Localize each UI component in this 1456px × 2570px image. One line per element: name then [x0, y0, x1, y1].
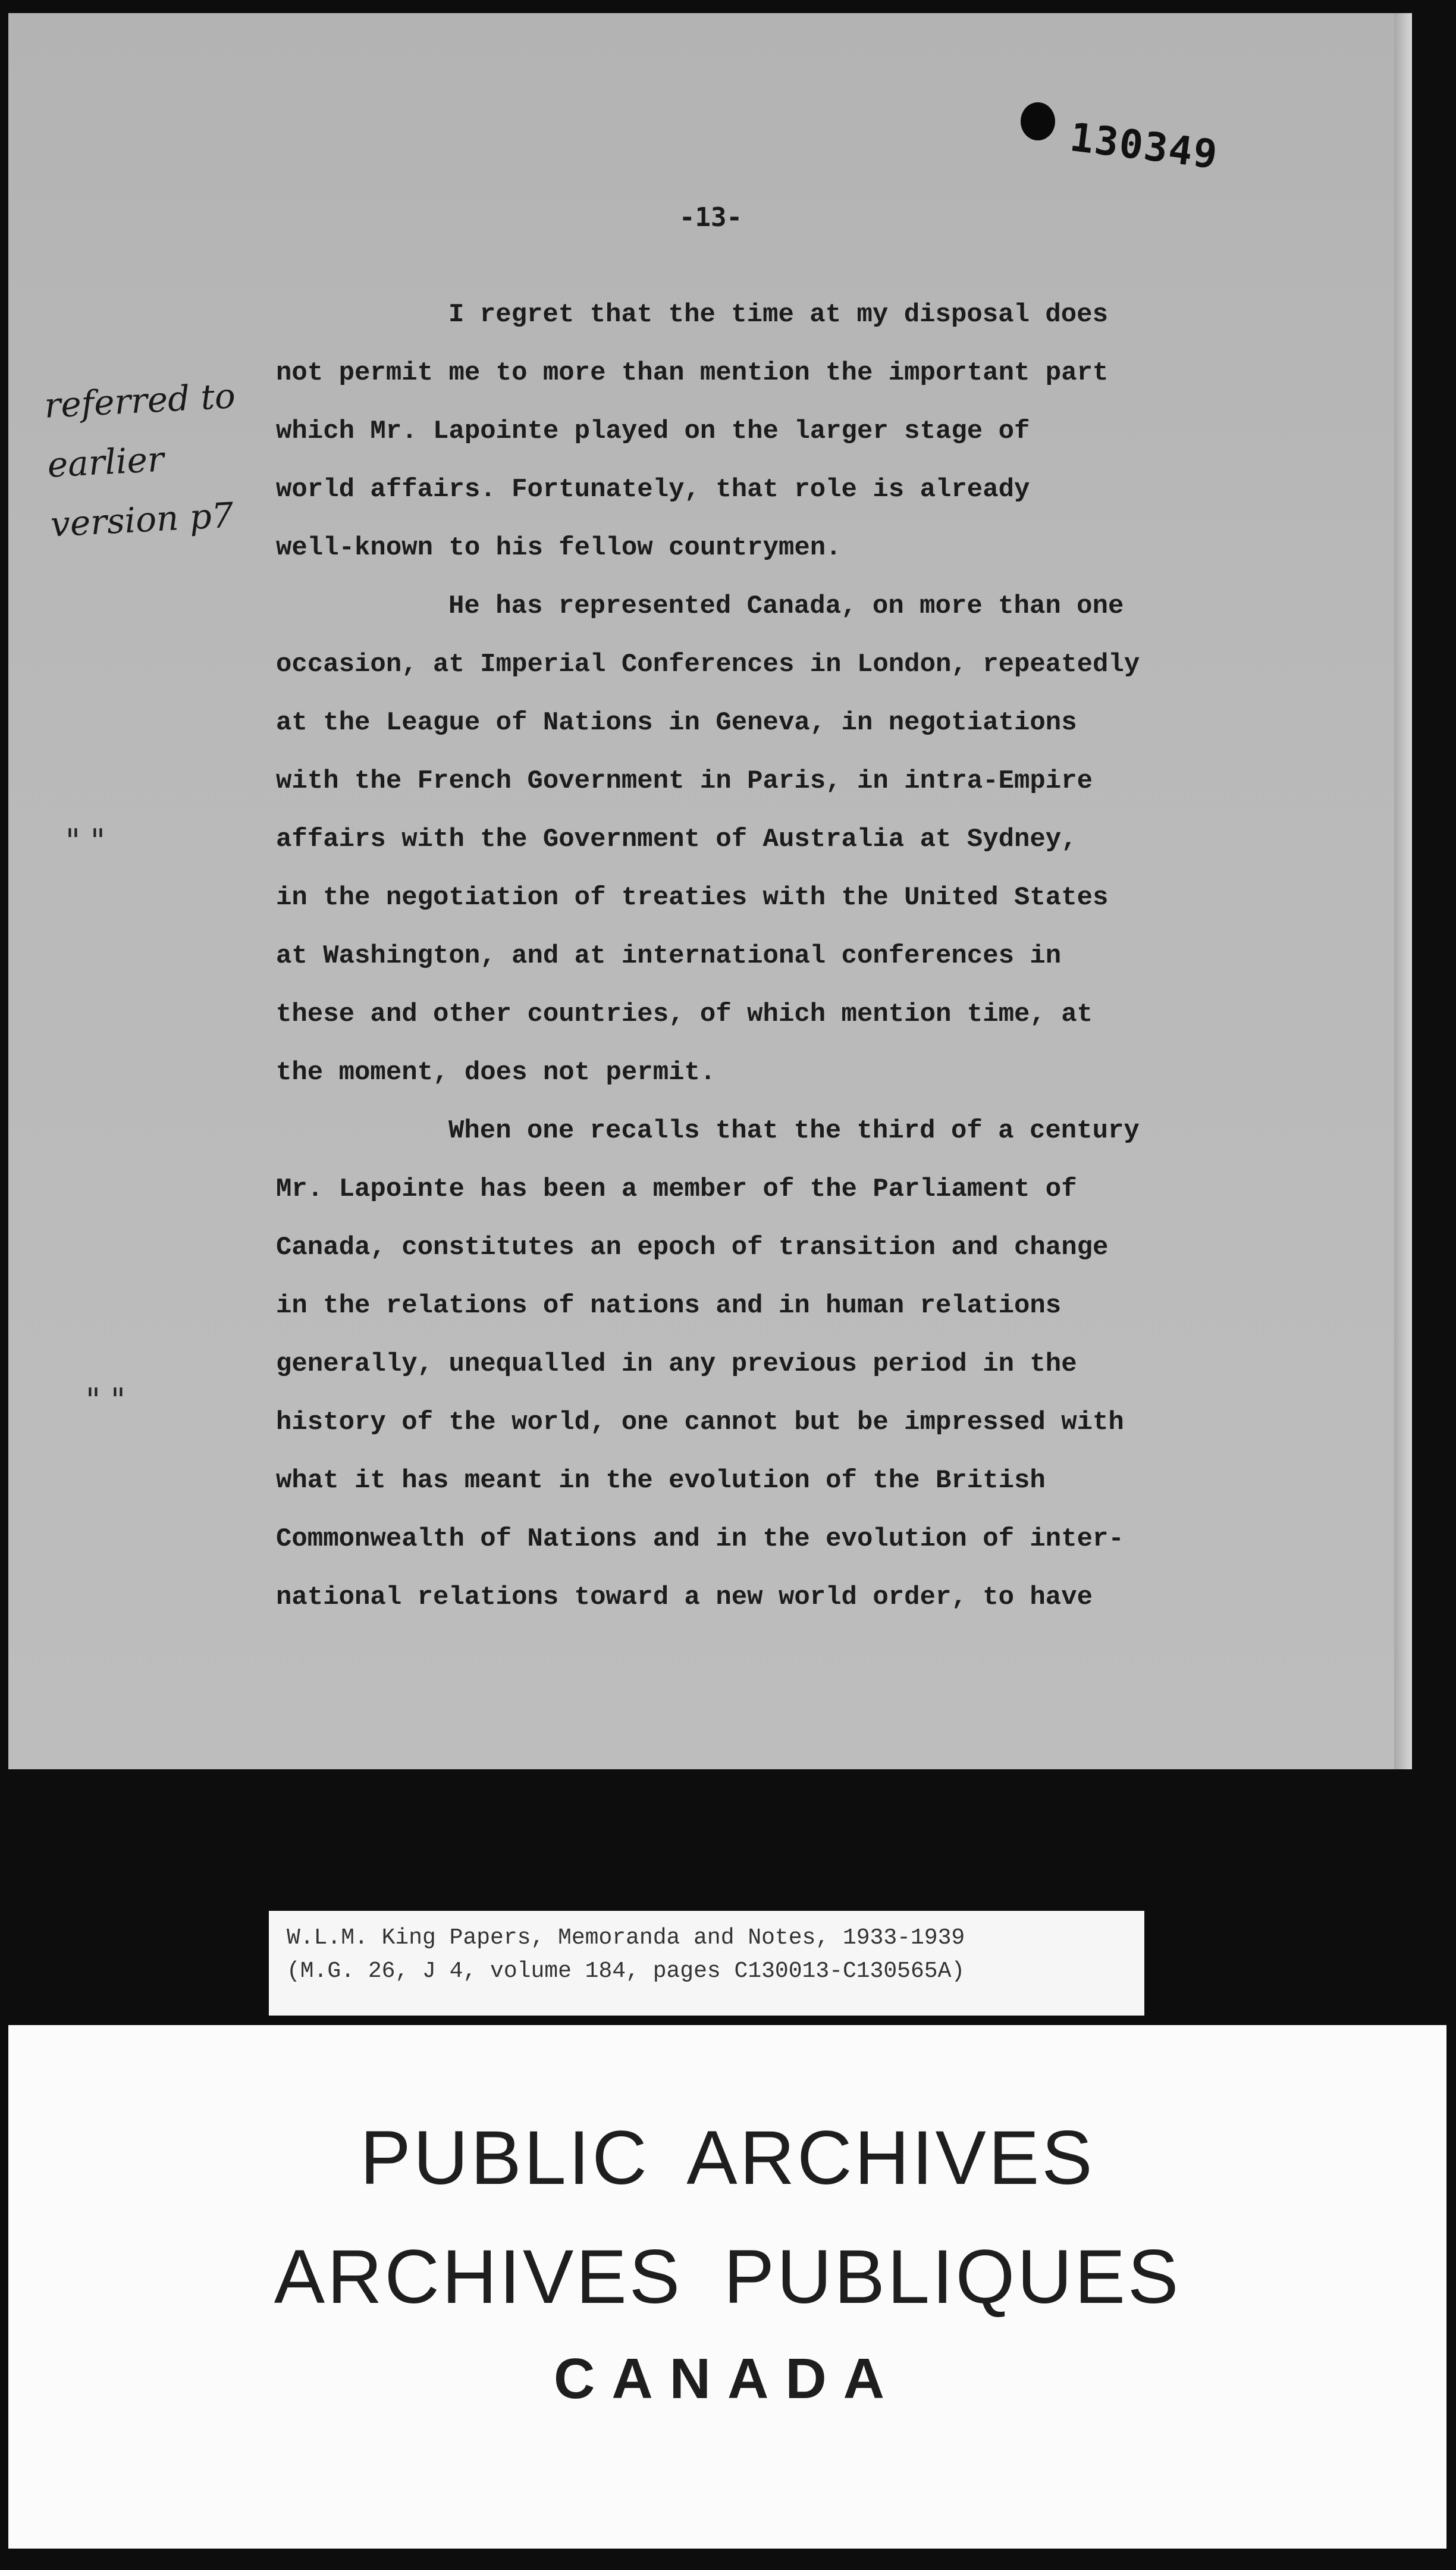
archive-title-fr: ARCHIVES PUBLIQUES: [274, 2234, 1181, 2320]
handwritten-line: referred to: [43, 375, 237, 426]
text-line: which Mr. Lapointe played on the larger stage of: [276, 416, 1030, 446]
text-line: Canada, constitutes an epoch of transition and change: [276, 1233, 1109, 1262]
text-line: in the relations of nations and in human relations: [276, 1291, 1062, 1321]
text-line: occasion, at Imperial Conferences in London, repeatedly: [276, 650, 1140, 679]
text-line: well-known to his fellow countrymen.: [276, 533, 842, 563]
text-line: He has represented Canada, on more than one: [448, 591, 1124, 621]
page-number: -13-: [679, 202, 742, 233]
stamp-number: 130349: [1067, 114, 1221, 178]
ditto-marks: " ": [65, 822, 105, 860]
text-line: the moment, does not permit.: [276, 1058, 716, 1087]
paragraph: [276, 286, 1311, 577]
text-line: what it has meant in the evolution of the British: [276, 1466, 1046, 1496]
body-text: [276, 286, 1311, 1626]
text-line: at Washington, and at international conferences in: [276, 941, 1062, 971]
text-line: Mr. Lapointe has been a member of the Parliament of: [276, 1174, 1077, 1204]
text-line: affairs with the Government of Australia at Sydney,: [276, 825, 1077, 854]
text-line: national relations toward a new world order, to have: [276, 1582, 1093, 1612]
ditto-marks: " ": [86, 1381, 125, 1419]
archive-card: [8, 2025, 1446, 2549]
page-edge: [1394, 13, 1412, 1769]
text-line: Commonwealth of Nations and in the evolution of inter-: [276, 1524, 1124, 1554]
text-line: not permit me to more than mention the important part: [276, 358, 1109, 388]
text-line: I regret that the time at my disposal does: [448, 300, 1108, 330]
archive-title-en: PUBLIC ARCHIVES: [360, 2115, 1095, 2201]
citation-line: (M.G. 26, J 4, volume 184, pages C130013-C130565A): [287, 1958, 965, 1984]
citation-line: W.L.M. King Papers, Memoranda and Notes, 1933-1939: [287, 1925, 965, 1951]
text-line: with the French Government in Paris, in intra-Empire: [276, 766, 1093, 796]
handwritten-line: version p7: [49, 494, 235, 545]
text-line: in the negotiation of treaties with the United States: [276, 883, 1109, 913]
paragraph: [276, 1102, 1311, 1626]
handwritten-note: [43, 366, 243, 554]
text-line: history of the world, one cannot but be impressed with: [276, 1408, 1124, 1437]
typewritten-page: [8, 13, 1412, 1769]
handwritten-line: earlier: [46, 438, 165, 485]
text-line: generally, unequalled in any previous period in the: [276, 1349, 1077, 1379]
paragraph: [276, 577, 1311, 1102]
citation-label: [269, 1911, 1144, 2016]
text-line: at the League of Nations in Geneva, in negotiations: [276, 708, 1077, 738]
archive-country: CANADA: [554, 2347, 901, 2411]
stamp-dot: [1021, 102, 1055, 140]
text-line: When one recalls that the third of a century: [448, 1116, 1140, 1146]
text-line: world affairs. Fortunately, that role is already: [276, 475, 1030, 504]
text-line: these and other countries, of which mention time, at: [276, 999, 1093, 1029]
